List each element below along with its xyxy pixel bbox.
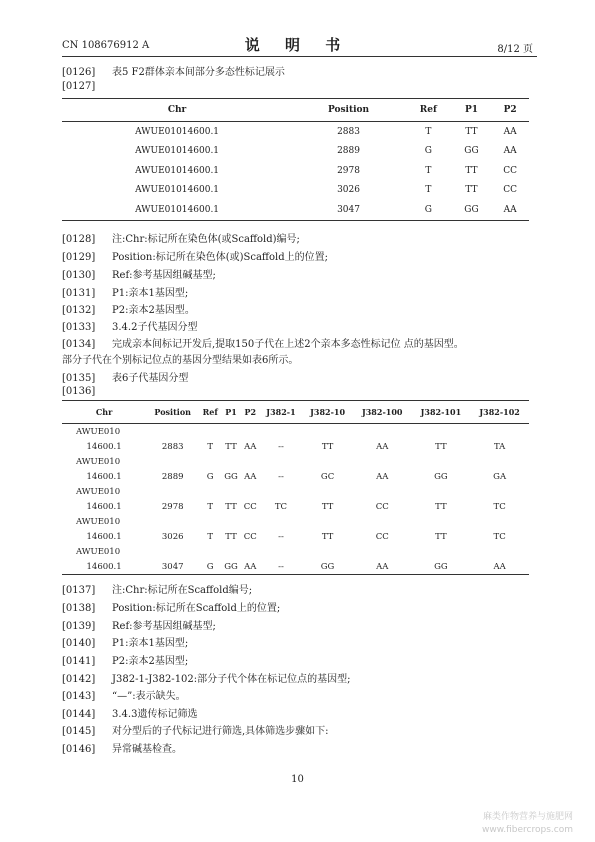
paragraph-0128 xyxy=(62,230,300,245)
table-5 xyxy=(62,98,529,221)
table-cell: TC xyxy=(493,531,506,542)
table-cell-empty xyxy=(353,514,412,529)
table-cell: 3047 xyxy=(161,561,184,572)
table-cell-empty xyxy=(260,454,303,469)
table-cell-empty xyxy=(353,424,412,440)
table-cell: AWUE01014600.1 xyxy=(135,185,220,196)
table-cell: T xyxy=(207,501,214,512)
table-cell: T xyxy=(207,531,214,542)
table-cell-empty xyxy=(199,454,221,469)
table-6 xyxy=(62,400,529,575)
paragraph-number: [0133] xyxy=(62,322,96,333)
table-cell: AA xyxy=(244,561,257,572)
table-row xyxy=(62,424,529,440)
table-cell-chr-part1: AWUE010 xyxy=(76,456,121,467)
table-cell-empty xyxy=(353,454,412,469)
header-divider xyxy=(62,56,537,57)
table-cell: AA xyxy=(503,146,517,157)
table-cell: T xyxy=(425,126,432,137)
table-cell: AWUE01014600.1 xyxy=(135,126,220,137)
table-cell-empty xyxy=(221,544,241,559)
table-cell: 2889 xyxy=(161,471,184,482)
paragraph-0140 xyxy=(62,634,188,649)
paragraph-0144 xyxy=(62,705,197,720)
table-cell-empty xyxy=(302,424,353,440)
table-cell: GG xyxy=(224,561,238,572)
table-row xyxy=(62,469,529,484)
table-cell: CC xyxy=(243,531,257,542)
table-header-row xyxy=(62,401,529,424)
table-cell: AWUE01014600.1 xyxy=(135,146,220,157)
table-row xyxy=(62,200,529,220)
table-row xyxy=(62,544,529,559)
column-header: J382-100 xyxy=(353,401,412,424)
paragraph-text: 表6子代基因分型 xyxy=(112,373,189,384)
table-cell-empty xyxy=(302,454,353,469)
table-cell-empty xyxy=(302,514,353,529)
table-cell: AA xyxy=(493,561,506,572)
table-cell-empty xyxy=(260,424,303,440)
table-cell: TT xyxy=(321,501,334,512)
table-cell: 3026 xyxy=(161,531,184,542)
table-cell: G xyxy=(424,204,432,215)
table-cell-chr-part2: 14600.1 xyxy=(86,471,122,482)
table-cell-chr-part1: AWUE010 xyxy=(76,486,121,497)
table-cell: 2883 xyxy=(161,441,184,452)
paragraph-number: [0144] xyxy=(62,709,96,720)
table-cell-chr-part1: AWUE010 xyxy=(76,546,121,557)
table-cell: TT xyxy=(465,126,478,137)
table-cell: TA xyxy=(493,441,506,452)
paragraph-number: [0136] xyxy=(62,386,96,397)
table-cell: AWUE01014600.1 xyxy=(135,165,220,176)
table-row xyxy=(62,181,529,201)
table-cell: 2978 xyxy=(161,501,184,512)
paragraph-text: 异常碱基检查。 xyxy=(112,744,182,755)
paragraph-text: 3.4.3遗传标记筛选 xyxy=(112,709,198,720)
table-cell-empty xyxy=(146,484,199,499)
column-header: J382-1 xyxy=(260,401,303,424)
table-cell-empty xyxy=(221,454,241,469)
paragraph-number: [0127] xyxy=(62,81,96,92)
column-header: P1 xyxy=(452,99,491,122)
table-cell-empty xyxy=(412,484,471,499)
table-cell: T xyxy=(425,165,432,176)
paragraph-text: Position:标记所在Scaffold上的位置; xyxy=(112,603,281,614)
column-header: P2 xyxy=(241,401,260,424)
paragraph-text: J382-1-J382-102:部分子代个体在标记位点的基因型; xyxy=(112,674,351,685)
watermark-line-2: www.fibercrops.com xyxy=(482,825,573,835)
table-cell-empty xyxy=(353,544,412,559)
table-cell: GA xyxy=(493,471,507,482)
paragraph-number: [0140] xyxy=(62,638,96,649)
table-cell-empty xyxy=(470,514,529,529)
paragraph-text: P1:亲本1基因型; xyxy=(112,288,189,299)
table-row xyxy=(62,484,529,499)
table-cell: 3026 xyxy=(337,185,360,196)
table-cell-empty xyxy=(260,484,303,499)
table-row xyxy=(62,514,529,529)
column-header: Chr xyxy=(62,401,146,424)
watermark xyxy=(482,811,573,837)
table-cell-empty xyxy=(353,484,412,499)
table-cell: 2978 xyxy=(337,165,360,176)
table-cell-empty xyxy=(241,454,260,469)
table-cell: G xyxy=(206,471,214,482)
table-cell-empty xyxy=(241,424,260,440)
paragraph-0129 xyxy=(62,248,328,263)
table-cell-empty xyxy=(470,454,529,469)
paragraph-0132 xyxy=(62,301,195,316)
paragraph-0143 xyxy=(62,687,186,702)
table-cell: CC xyxy=(503,165,517,176)
paragraph-number: [0139] xyxy=(62,621,96,632)
paragraph-text: Ref:参考基因组碱基型; xyxy=(112,270,216,281)
table-cell-empty xyxy=(412,544,471,559)
table-cell: TT xyxy=(435,441,447,452)
table-cell-empty xyxy=(199,484,221,499)
paragraph-0136 xyxy=(62,386,112,397)
table-cell: AA xyxy=(376,471,389,482)
table-cell-empty xyxy=(470,484,529,499)
table-cell-chr-part2: 14600.1 xyxy=(86,561,122,572)
paragraph-number: [0134] xyxy=(62,339,96,350)
table-cell: TC xyxy=(493,501,506,512)
table-cell-chr-part2: 14600.1 xyxy=(86,441,122,452)
table-cell-empty xyxy=(199,424,221,440)
table-cell: TT xyxy=(321,531,334,542)
paragraph-0135 xyxy=(62,369,188,384)
table-cell-empty xyxy=(260,544,303,559)
table-cell: -- xyxy=(278,441,284,452)
table-cell: GC xyxy=(320,471,335,482)
table-cell-empty xyxy=(412,514,471,529)
paragraph-text: 完成亲本间标记开发后,提取150子代在上述2个亲本多态性标记位 点的基因型。 xyxy=(112,339,464,350)
table-cell: GG xyxy=(224,471,238,482)
paragraph-number: [0141] xyxy=(62,656,96,667)
table-cell-chr-part2: 14600.1 xyxy=(86,531,122,542)
table-cell: AA xyxy=(376,561,389,572)
table-cell: TC xyxy=(274,501,288,512)
table-cell: AA xyxy=(503,204,517,215)
table-cell-empty xyxy=(146,514,199,529)
table-cell-chr-part1: AWUE010 xyxy=(76,426,121,437)
paragraph-number: [0131] xyxy=(62,288,96,299)
column-header: Ref xyxy=(199,401,221,424)
table-cell-empty xyxy=(241,514,260,529)
column-header: Ref xyxy=(405,99,452,122)
table-cell: GG xyxy=(464,146,479,157)
paragraph-0134-continuation: 部分子代在个别标记位点的基因分型结果如表6所示。 xyxy=(62,355,299,366)
watermark-line-1: 麻类作物营养与施肥网 xyxy=(482,812,573,822)
table-cell: T xyxy=(425,185,432,196)
table-cell-empty xyxy=(302,484,353,499)
paragraph-number: [0135] xyxy=(62,373,96,384)
table-cell-chr-part2: 14600.1 xyxy=(86,501,122,512)
table-cell: TT xyxy=(321,441,334,452)
table-row xyxy=(62,439,529,454)
table-cell: GG xyxy=(320,561,335,572)
table-cell: CC xyxy=(503,185,517,196)
table-cell: -- xyxy=(278,471,284,482)
table-cell-empty xyxy=(302,544,353,559)
paragraph-text: 3.4.2子代基因分型 xyxy=(112,322,198,333)
paragraph-0130 xyxy=(62,266,216,281)
table-cell-empty xyxy=(146,544,199,559)
paragraph-number: [0126] xyxy=(62,67,96,78)
table-cell: TT xyxy=(435,501,447,512)
paragraph-number: [0142] xyxy=(62,674,96,685)
paragraph-number: [0129] xyxy=(62,252,96,263)
table-cell: AWUE01014600.1 xyxy=(135,204,220,215)
table-row xyxy=(62,454,529,469)
table-cell: TT xyxy=(465,165,478,176)
table-header-row xyxy=(62,99,529,122)
table-cell-chr-part1: AWUE010 xyxy=(76,516,121,527)
table-row xyxy=(62,559,529,575)
paragraph-text: 注:Chr:标记所在Scaffold编号; xyxy=(112,585,253,596)
table-cell: AA xyxy=(244,441,257,452)
paragraph-number: [0128] xyxy=(62,234,96,245)
table-cell: AA xyxy=(244,471,257,482)
table-cell: AA xyxy=(503,126,517,137)
paragraph-0133 xyxy=(62,318,197,333)
table-cell-empty xyxy=(199,514,221,529)
table-cell: CC xyxy=(375,531,389,542)
table-cell: TT xyxy=(225,531,237,542)
table-cell-empty xyxy=(412,454,471,469)
paragraph-text: 注:Chr:标记所在染色体(或Scaffold)编号; xyxy=(112,234,300,245)
paragraph-0142 xyxy=(62,670,351,685)
paragraph-text: 对分型后的子代标记进行筛选,具体筛选步骤如下: xyxy=(112,726,329,737)
column-header: P2 xyxy=(491,99,529,122)
paragraph-text: “—”:表示缺失。 xyxy=(112,691,186,702)
table-cell-empty xyxy=(146,454,199,469)
table-cell: G xyxy=(206,561,214,572)
paragraph-text: P2:亲本2基因型。 xyxy=(112,305,195,316)
column-header: J382-101 xyxy=(412,401,471,424)
paragraph-text: P1:亲本1基因型; xyxy=(112,638,189,649)
table-cell: -- xyxy=(278,531,284,542)
paragraph-text: Position:标记所在染色体(或)Scaffold上的位置; xyxy=(112,252,329,263)
table-row xyxy=(62,529,529,544)
table-cell-empty xyxy=(260,514,303,529)
column-header: P1 xyxy=(221,401,241,424)
table-row xyxy=(62,142,529,162)
table-cell: TT xyxy=(225,441,237,452)
paragraph-0145 xyxy=(62,722,329,737)
paragraph-0141 xyxy=(62,652,188,667)
paragraph-0127 xyxy=(62,81,112,92)
paragraph-text: 表5 F2群体亲本间部分多态性标记展示 xyxy=(112,67,285,78)
paragraph-0126 xyxy=(62,63,285,78)
table-cell: CC xyxy=(375,501,389,512)
paragraph-number: [0130] xyxy=(62,270,96,281)
table-cell: TT xyxy=(465,185,478,196)
table-cell-empty xyxy=(241,484,260,499)
table-cell: T xyxy=(207,441,214,452)
table-cell-empty xyxy=(470,424,529,440)
table-cell-empty xyxy=(241,544,260,559)
paragraph-0139 xyxy=(62,617,216,632)
table-row xyxy=(62,499,529,514)
document-title: 说 明 书 xyxy=(244,36,351,54)
table-cell: TT xyxy=(435,531,447,542)
column-header: Position xyxy=(292,99,405,122)
paragraph-0138 xyxy=(62,599,280,614)
table-cell: 2883 xyxy=(337,126,360,137)
table-row xyxy=(62,161,529,181)
column-header: Chr xyxy=(62,99,292,122)
table-cell: 3047 xyxy=(337,204,360,215)
table-cell: G xyxy=(424,146,432,157)
paragraph-number: [0138] xyxy=(62,603,96,614)
paragraph-number: [0137] xyxy=(62,585,96,596)
table-cell: AA xyxy=(376,441,389,452)
paragraph-0137 xyxy=(62,581,252,596)
table-cell: GG xyxy=(434,471,448,482)
paragraph-text: P2:亲本2基因型; xyxy=(112,656,189,667)
paragraph-number: [0146] xyxy=(62,744,96,755)
table-cell: -- xyxy=(278,561,284,572)
paragraph-0131 xyxy=(62,284,188,299)
table-cell-empty xyxy=(199,544,221,559)
table-cell: 2889 xyxy=(337,146,360,157)
column-header: J382-10 xyxy=(302,401,353,424)
table-cell: GG xyxy=(464,204,479,215)
paragraph-number: [0132] xyxy=(62,305,96,316)
page-number: 10 xyxy=(291,774,304,785)
table-cell-empty xyxy=(221,424,241,440)
table-row xyxy=(62,122,529,142)
table-cell: GG xyxy=(434,561,448,572)
column-header: Position xyxy=(146,401,199,424)
table-cell-empty xyxy=(221,484,241,499)
table-cell: TT xyxy=(225,501,237,512)
paragraph-0146 xyxy=(62,740,182,755)
page-indicator: 8/12 页 xyxy=(497,44,533,55)
paragraph-number: [0143] xyxy=(62,691,96,702)
column-header: J382-102 xyxy=(470,401,529,424)
paragraph-number: [0145] xyxy=(62,726,96,737)
table-cell-empty xyxy=(221,514,241,529)
table-cell-empty xyxy=(470,544,529,559)
patent-number: CN 108676912 A xyxy=(62,40,150,51)
table-cell-empty xyxy=(412,424,471,440)
paragraph-0134 xyxy=(62,335,464,350)
paragraph-text: Ref:参考基因组碱基型; xyxy=(112,621,216,632)
table-cell: CC xyxy=(243,501,257,512)
table-cell-empty xyxy=(146,424,199,440)
